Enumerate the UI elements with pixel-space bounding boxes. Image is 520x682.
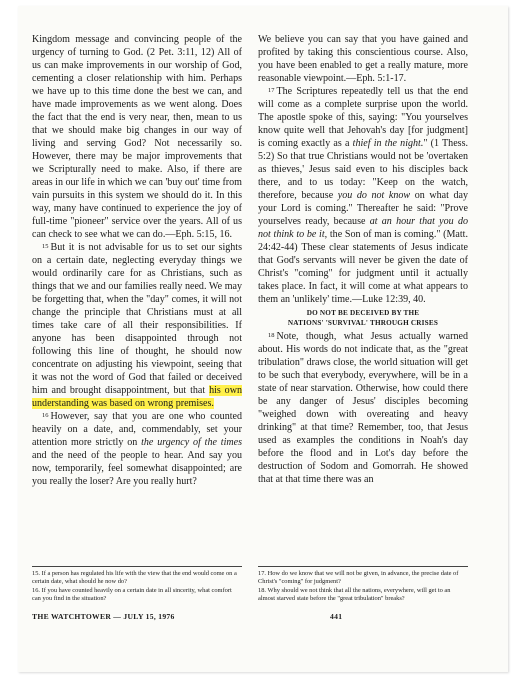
paragraph-text: and the need of the people to hear. And say you now, temporarily, feel somewhat disappointed; are you really the loser? Are you really hurt?	[32, 450, 242, 487]
paragraph-number: 15	[42, 243, 49, 250]
italic-text: you do not know	[337, 190, 411, 201]
study-questions-left	[32, 566, 242, 605]
paragraph-text: on what day your Lord is coming." Thereafter he said: "Prove yourselves ready, because	[258, 190, 468, 227]
study-question-18: 18. Why should we not think that all the nations, everywhere, will get to an almost starved state before the "great tribulation" breaks?	[258, 587, 451, 603]
paragraph-text: However, say that you are one who counted heavily on a date, and, commendably, set your attention more strictly on	[32, 411, 242, 448]
paragraph-18	[258, 330, 468, 486]
magazine-issue: THE WATCHTOWER — JULY 15, 1976	[32, 612, 175, 621]
study-question-16: 16. If you have counted heavily on a certain date in all sincerity, what comfort can you find in the situation?	[32, 587, 232, 603]
study-questions-right	[258, 566, 468, 605]
heading-line-1: DO NOT BE DECEIVED BY THE	[306, 309, 420, 317]
page-number: 441	[330, 612, 343, 621]
section-heading	[258, 309, 468, 328]
paragraph-16	[32, 410, 242, 488]
paragraph-text: Note, though, what Jesus actually warned about. His words do not indicate that, as the "great tribulation" draws close, the world situation will get to be such that everybody, everywhere, will be in a state of near starvation. Otherwise, how could there be any danger of Jesus' disciples becoming "weighed down with overeating and heavy drinking" at that time? Remember, too, that Jesus used as examples the conditions in Noah's day before the flood and in Lot's day before the destruction of Sodom and Gomorrah. He showed that at that time there was an	[258, 331, 468, 485]
paragraph-15	[32, 241, 242, 410]
italic-text: the urgency of the times	[141, 437, 242, 448]
paragraph-number: 18	[268, 332, 275, 339]
paragraph-number: 16	[42, 412, 49, 419]
paragraph-text: The Scriptures repeatedly tell us that the end will come as a complete surprise upon the world. The apostle spoke of this, saying: "You yourselves know quite well that Jehovah's day [for judgment] is coming exactly as a	[258, 86, 468, 149]
heading-line-2: NATIONS' 'SURVIVAL' THROUGH CRISES	[287, 318, 439, 327]
paragraph-16-continued: We believe you can say that you have gained and profited by taking this conscientious course. Also, you have been enabled to get a really mature, more reasonable viewpoint.—Eph. 5:1-17.	[258, 34, 468, 84]
italic-text: thief in the night.	[352, 138, 424, 149]
highlighted-text: his own understanding was based on wrong premises.	[32, 385, 242, 409]
paragraph-14-continued: Kingdom message and convincing people of the urgency of turning to God. (2 Pet. 3:11, 12) All of us can make improvements in our worship of God, cementing a closer relationship with him. Perhaps we have up to this time done the best we can, and have made improvements as we went along. Does the fact that the end is very near, then, mean to us that we should make big changes in our way of living and serving God? Not necessarily so. However, there may be major improvements that we Scripturally need to make. Also, if there are areas in our life in which we can 'buy out' time from vain pursuits in this system we should do it. In this way, many have continued to experience the joy of full-time "pioneer" service over the years. All of us can check to see what we can do.—Eph. 5:15, 16.	[32, 34, 242, 240]
paragraph-text: the Son of man is coming." (Matt. 24:42-44) These clear statements of Jesus indicate that God's servants will never be given the date of Christ's "coming" for judgment until it actually takes place. In fact, it will come at what appears to them an 'unlikely' time.—Luke 12:39, 40.	[258, 229, 468, 305]
paragraph-17	[258, 85, 468, 306]
italic-text: at an hour that you do not think to be it,	[258, 216, 468, 240]
paragraph-text: But it is not advisable for us to set our sights on a certain date, neglecting everyday things we would ordinarily care for as Christians, such as things that we and our families really need. We may be forgetting that, when the "day" comes, it will not change the principle that Christians must at all times take care of all their responsibilities. If anyone has been disappointed through not following this line of thought, he should now concentrate on adjusting his viewpoint, seeing that it was not the word of God that failed or deceived him and brought disappointment, but that	[32, 242, 242, 396]
study-question-17: 17. How do we know that we will not be given, in advance, the precise date of Christ's "coming" for judgment?	[258, 570, 459, 585]
study-question-15: 15. If a person has regulated his life with the view that the end would come on a certain date, what should he now do?	[32, 570, 237, 585]
left-column	[32, 33, 242, 488]
paragraph-number: 17	[268, 87, 275, 94]
paragraph-text: " (1 Thess. 5:2) So that true Christians would not be 'overtaken as thieves,' Jesus said even to his disciples back there, and to us today: "Keep on the watch, therefore, because	[258, 138, 468, 201]
magazine-page	[18, 6, 508, 672]
right-column	[258, 33, 468, 486]
